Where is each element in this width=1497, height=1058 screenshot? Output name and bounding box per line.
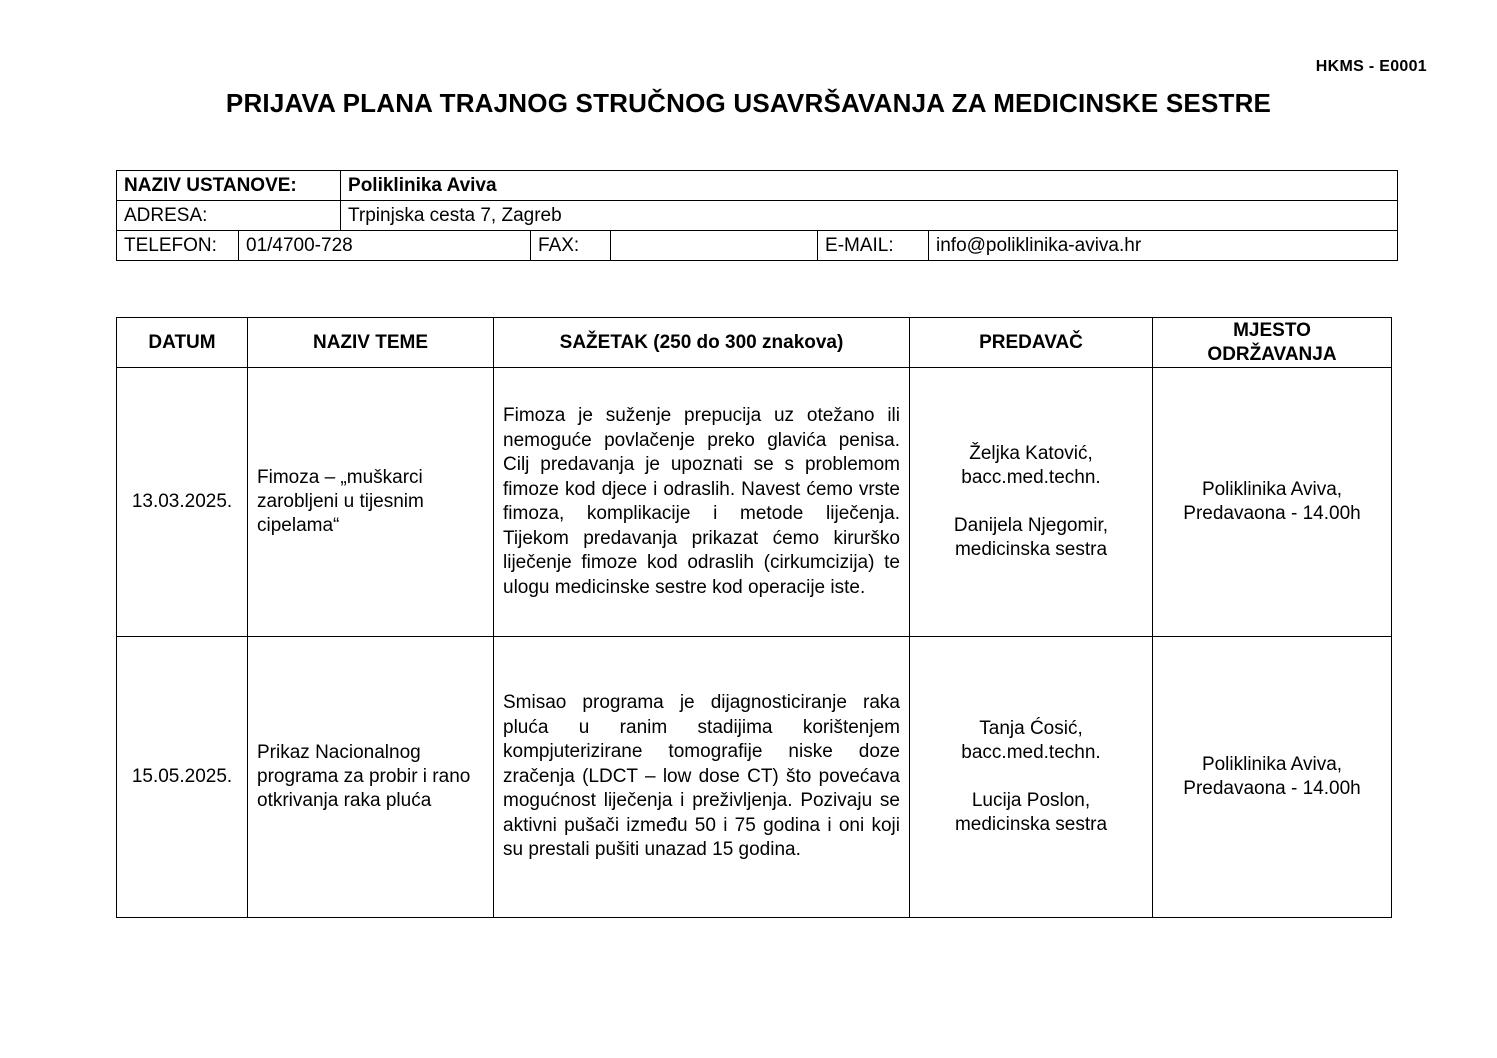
row-topic: Prikaz Nacionalnog programa za probir i rano otkrivanja raka pluća — [248, 637, 494, 918]
row-lecturers — [910, 368, 1153, 637]
row-date: 13.03.2025. — [117, 368, 248, 637]
institution-phone-label: TELEFON: — [117, 231, 239, 261]
lecturer-name: Lucija Poslon, — [971, 790, 1091, 811]
institution-fax-label: FAX: — [531, 231, 611, 261]
institution-address-value: Trpinjska cesta 7, Zagreb — [341, 201, 1398, 231]
header-topic: NAZIV TEME — [248, 318, 494, 368]
row-location — [1153, 637, 1392, 918]
institution-name-label: NAZIV USTANOVE: — [117, 171, 341, 201]
institution-table — [116, 170, 1398, 261]
institution-fax-value — [611, 231, 818, 261]
table-row — [117, 637, 1392, 918]
location-line2: Predavaona - 14.00h — [1183, 503, 1361, 524]
institution-contact-row — [117, 231, 1398, 261]
institution-email-label: E-MAIL: — [818, 231, 929, 261]
institution-address-label: ADRESA: — [117, 201, 341, 231]
table-row — [117, 368, 1392, 637]
header-lecturer: PREDAVAČ — [910, 318, 1153, 368]
lecturer-title: bacc.med.techn. — [961, 467, 1101, 488]
institution-address-row — [117, 201, 1398, 231]
lecturer-title: bacc.med.techn. — [961, 742, 1101, 763]
header-location — [1153, 318, 1392, 368]
location-line2: Predavaona - 14.00h — [1183, 778, 1361, 799]
institution-phone-value: 01/4700-728 — [239, 231, 531, 261]
header-summary: SAŽETAK (250 do 300 znakova) — [494, 318, 910, 368]
row-summary: Smisao programa je dijagnosticiranje raka pluća u ranim stadijima korištenjem kompjuterizirane tomografije niske doze zračenja (LDCT – low dose CT) što povećava mogućnost liječenja i preživljenja. Pozivaju se aktivni pušači između 50 i 75 godina i oni koji su prestali pušiti unazad 15 godina. — [494, 637, 910, 918]
lecturer-name: Danijela Njegomir, — [953, 515, 1109, 536]
row-lecturers — [910, 637, 1153, 918]
row-topic: Fimoza – „muškarci zarobljeni u tijesnim cipelama“ — [248, 368, 494, 637]
location-line1: Poliklinika Aviva, — [1201, 754, 1343, 775]
document-code: HKMS - E0001 — [1315, 58, 1427, 75]
plan-header-row — [117, 318, 1392, 368]
header-location-line1: MJESTO — [1233, 319, 1311, 341]
document-title: PRIJAVA PLANA TRAJNOG STRUČNOG USAVRŠAVANJA ZA MEDICINSKE SESTRE — [225, 88, 1272, 118]
institution-name-row — [117, 171, 1398, 201]
institution-name-value: Poliklinika Aviva — [341, 171, 1398, 201]
institution-email-value: info@poliklinika-aviva.hr — [929, 231, 1398, 261]
lecturer-name: Tanja Ćosić, — [979, 718, 1083, 739]
plan-table — [116, 317, 1392, 918]
row-location — [1153, 368, 1392, 637]
lecturer-name: Željka Katović, — [969, 443, 1093, 464]
row-date: 15.05.2025. — [117, 637, 248, 918]
header-location-line2: ODRŽAVANJA — [1207, 343, 1337, 365]
location-line1: Poliklinika Aviva, — [1201, 479, 1343, 500]
lecturer-title: medicinska sestra — [954, 814, 1108, 835]
lecturer-title: medicinska sestra — [954, 539, 1108, 560]
row-summary: Fimoza je suženje prepucija uz otežano ili nemoguće povlačenje preko glavića penisa. Cilj predavanja je upoznati se s problemom fimoze kod djece i odraslih. Navest ćemo vrste fimoza, komplikacije i metode liječenja. Tijekom predavanja prikazat ćemo kirurško liječenje fimoze kod odraslih (cirkumcizija) te ulogu medicinske sestre kod operacije iste. — [494, 368, 910, 637]
header-date: DATUM — [117, 318, 248, 368]
